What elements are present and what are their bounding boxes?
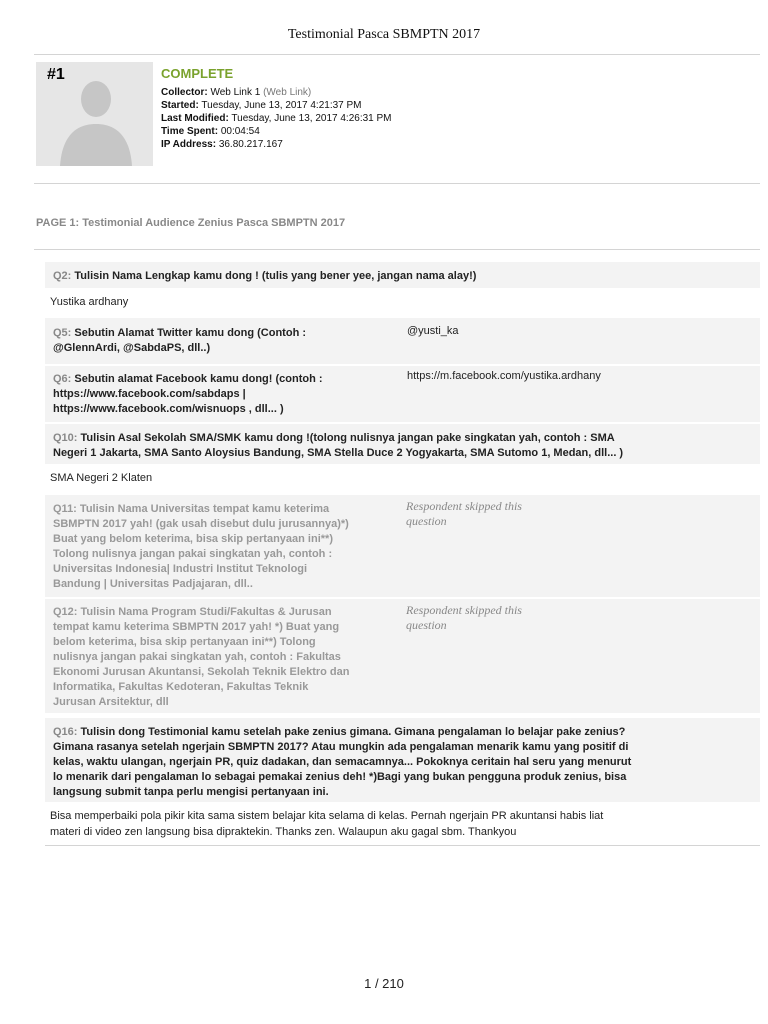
question-q5: Q5: Sebutin Alamat Twitter kamu dong (Contoh : @GlennArdi, @SabdaPS, dll..) (53, 327, 307, 354)
status-label: COMPLETE (161, 66, 234, 81)
answer-q10: SMA Negeri 2 Klaten (50, 472, 153, 484)
answer-q6: https://m.facebook.com/yustika.ardhany (407, 370, 601, 382)
question-q11: Q11: Tulisin Nama Universitas tempat kamu keterima SBMPTN 2017 yah! (gak usah disebut dulu jurusannya)*) Buat yang belom keterima, bisa skip pertanyaan ini**) Tolong nulisnya jangan pakai singkatan yah, contoh : Universitas Indonesia| Industri Institut Teknologi Bandung | Universitas Padjajaran, dll.. (53, 503, 349, 590)
respondent-avatar (36, 62, 153, 166)
started-row: Started: Tuesday, June 13, 2017 4:21:37 PM (161, 100, 362, 111)
ip-address-row: IP Address: 36.80.217.167 (161, 139, 283, 150)
answer-q5: @yusti_ka (407, 325, 459, 337)
time-spent-row: Time Spent: 00:04:54 (161, 126, 260, 137)
question-q6: Q6: Sebutin alamat Facebook kamu dong! (contoh : https://www.facebook.com/sabdaps | https://www.facebook.com/wisnuops , dll... ) (53, 373, 323, 415)
respondent-number: #1 (47, 66, 65, 83)
answer-q16: Bisa memperbaiki pola pikir kita sama sistem belajar kita selama di kelas. Pernah ngerjain PR akuntansi habis liat materi di video zen langsung bisa dipraktekin. Thanks zen. Walaupun aku gagal sbm. Thankyou (50, 810, 604, 838)
question-q16: Q16: Tulisin dong Testimonial kamu setelah pake zenius gimana. Gimana pengalaman lo belajar pake zenius? Gimana rasanya setelah ngerjain SBMPTN 2017? Atau mungkin ada pengalaman menarik kamu yang positif di kelas, waktu ulangan, ngerjain PR, quiz dadakan, dan semacamnya... Pokoknya ceritain hal seru yang menurut lo menarik dari pengalaman lo sebagai pemakai zenius deh! *)Bagi yang bukan pengguna produk zenius, bisa langsung submit tanpa perlu mengisi pertanyaan ini. (53, 726, 632, 798)
last-modified-row: Last Modified: Tuesday, June 13, 2017 4:26:31 PM (161, 113, 392, 124)
divider (45, 845, 760, 846)
divider (34, 183, 760, 184)
respondent-meta (161, 66, 392, 151)
question-q12: Q12: Tulisin Nama Program Studi/Fakultas & Jurusan tempat kamu keterima SBMPTN 2017 yah! *) Buat yang belom keterima, bisa skip pertanyaan ini**) Tolong nulisnya jangan pakai singkatan yah, contoh : Fakultas Ekonomi Jurusan Akuntansi, Sekolah Teknik Elektro dan Informatika, Fakultas Kedoteran, Fakultas Teknik Jurusan Arsitektur, dll (53, 606, 350, 708)
document-title: Testimonial Pasca SBMPTN 2017 (287, 27, 481, 42)
question-q2: Q2: Tulisin Nama Lengkap kamu dong ! (tulis yang bener yee, jangan nama alay!) (53, 270, 477, 282)
page-number: 1 / 210 (364, 976, 404, 991)
page-heading: PAGE 1: Testimonial Audience Zenius Pasca SBMPTN 2017 (36, 217, 346, 229)
divider (34, 249, 760, 250)
question-q10: Q10: Tulisin Asal Sekolah SMA/SMK kamu dong !(tolong nulisnya jangan pake singkatan yah, contoh : SMA Negeri 1 Jakarta, SMA Santo Aloysius Bandung, SMA Stella Duce 2 Yogyakarta, SMA Sutomo 1, Medan, dll... ) (53, 432, 624, 459)
divider (34, 54, 760, 55)
skipped-note-q12: Respondent skipped this question (406, 603, 522, 632)
answer-q2: Yustika ardhany (50, 296, 129, 308)
skipped-note-q11: Respondent skipped this question (406, 499, 522, 528)
collector-row: Collector: Web Link 1 (Web Link) (161, 87, 312, 98)
